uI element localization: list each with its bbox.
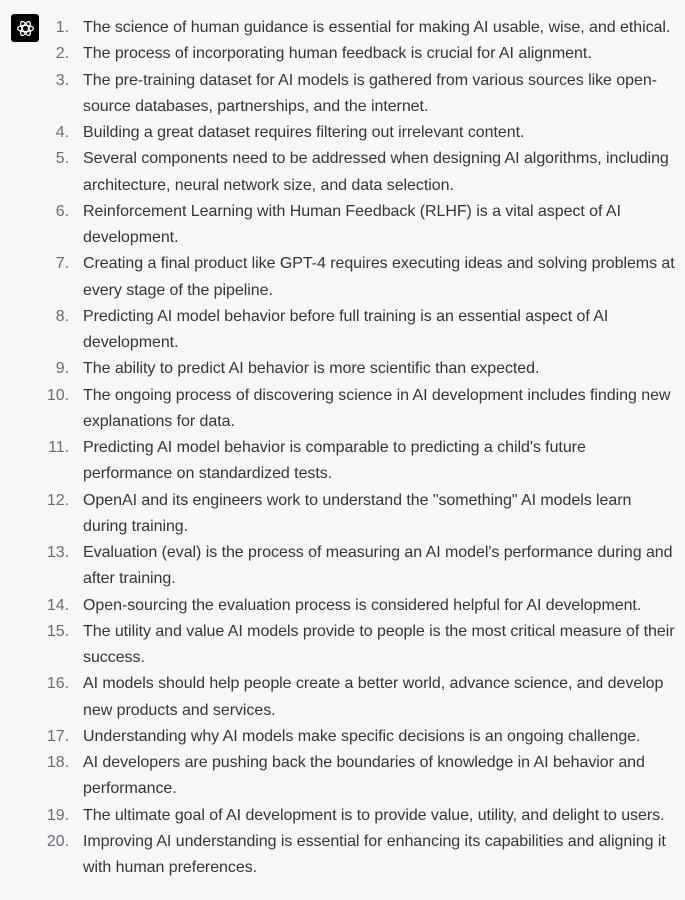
list-item (0, 540, 685, 593)
list-item-number: 1. (55, 19, 69, 36)
list-item (0, 671, 685, 724)
list-item-text: AI developers are pushing back the boundaries of knowledge in AI behavior and performance. (83, 754, 645, 798)
list-item-number: 16. (46, 675, 69, 693)
list-item (0, 15, 685, 41)
list-item-text: Reinforcement Learning with Human Feedback (RLHF) is a vital aspect of AI development. (83, 202, 621, 246)
list-item (0, 488, 685, 541)
list-item (0, 383, 685, 436)
list-item-number: 9. (55, 360, 69, 378)
list-item (0, 146, 685, 199)
list-item-text: The ongoing process of discovering science in AI development includes finding new explanations for data. (83, 386, 671, 430)
list-item-number: 4. (55, 124, 69, 141)
list-item-number: 19. (46, 806, 69, 824)
list-item (0, 41, 685, 67)
answer-list (0, 15, 685, 881)
list-item-text: The pre-training dataset for AI models is gathered from various sources like open-source databases, partnerships, and the internet. (83, 71, 657, 115)
list-item (0, 829, 685, 882)
list-item-text: The ability to predict AI behavior is more scientific than expected. (83, 360, 540, 378)
list-item-number: 10. (46, 386, 69, 404)
list-item (0, 68, 685, 121)
list-item-number: 11. (48, 439, 69, 456)
list-item-text: Understanding why AI models make specific decisions is an ongoing challenge. (83, 727, 641, 745)
list-item (0, 750, 685, 803)
list-item-number: 2. (55, 45, 69, 63)
list-item-text: Building a great dataset requires filtering out irrelevant content. (83, 124, 525, 141)
list-item-number: 12. (46, 491, 69, 509)
list-item-number: 6. (55, 202, 69, 220)
list-item-number: 3. (55, 71, 69, 89)
list-item (0, 356, 685, 382)
list-item-text: Creating a final product like GPT-4 requires executing ideas and solving problems at every stage of the pipeline. (83, 255, 675, 299)
list-item (0, 724, 685, 750)
list-item-text: The process of incorporating human feedback is crucial for AI alignment. (83, 45, 592, 63)
list-item-number: 5. (55, 150, 69, 168)
list-item (0, 803, 685, 829)
list-item-text: Several components need to be addressed when designing AI algorithms, including architecture, neural network size, and data selection. (83, 150, 669, 194)
list-item-text: OpenAI and its engineers work to understand the "something" AI models learn during training. (83, 491, 632, 535)
list-item-number: 7. (55, 255, 69, 273)
list-item (0, 304, 685, 357)
list-item-number: 15. (46, 622, 69, 640)
list-item-text: AI models should help people create a better world, advance science, and develop new products and services. (83, 675, 664, 719)
list-item-text: Predicting AI model behavior is comparable to predicting a child's future performance on standardized tests. (83, 439, 586, 483)
list-item-text: Evaluation (eval) is the process of measuring an AI model's performance during and after training. (83, 544, 673, 588)
list-item-number: 20. (46, 832, 69, 850)
list-item-text: Open-sourcing the evaluation process is considered helpful for AI development. (83, 596, 642, 614)
list-item (0, 593, 685, 619)
list-item-number: 17. (46, 727, 69, 745)
list-item-number: 13. (46, 544, 69, 561)
list-item (0, 120, 685, 146)
list-item (0, 199, 685, 252)
list-item-number: 18. (46, 754, 69, 771)
list-item-text: The utility and value AI models provide to people is the most critical measure of their success. (83, 622, 675, 666)
list-item-number: 14. (46, 596, 69, 614)
list-item-text: The science of human guidance is essential for making AI usable, wise, and ethical. (83, 19, 671, 36)
list-item (0, 435, 685, 488)
list-item (0, 251, 685, 304)
list-item-text: Predicting AI model behavior before full training is an essential aspect of AI development. (83, 307, 609, 351)
list-item (0, 619, 685, 672)
list-item-text: Improving AI understanding is essential for enhancing its capabilities and aligning it with human preferences. (83, 832, 666, 876)
list-item-text: The ultimate goal of AI development is to provide value, utility, and delight to users. (83, 806, 665, 824)
list-item-number: 8. (55, 307, 69, 325)
